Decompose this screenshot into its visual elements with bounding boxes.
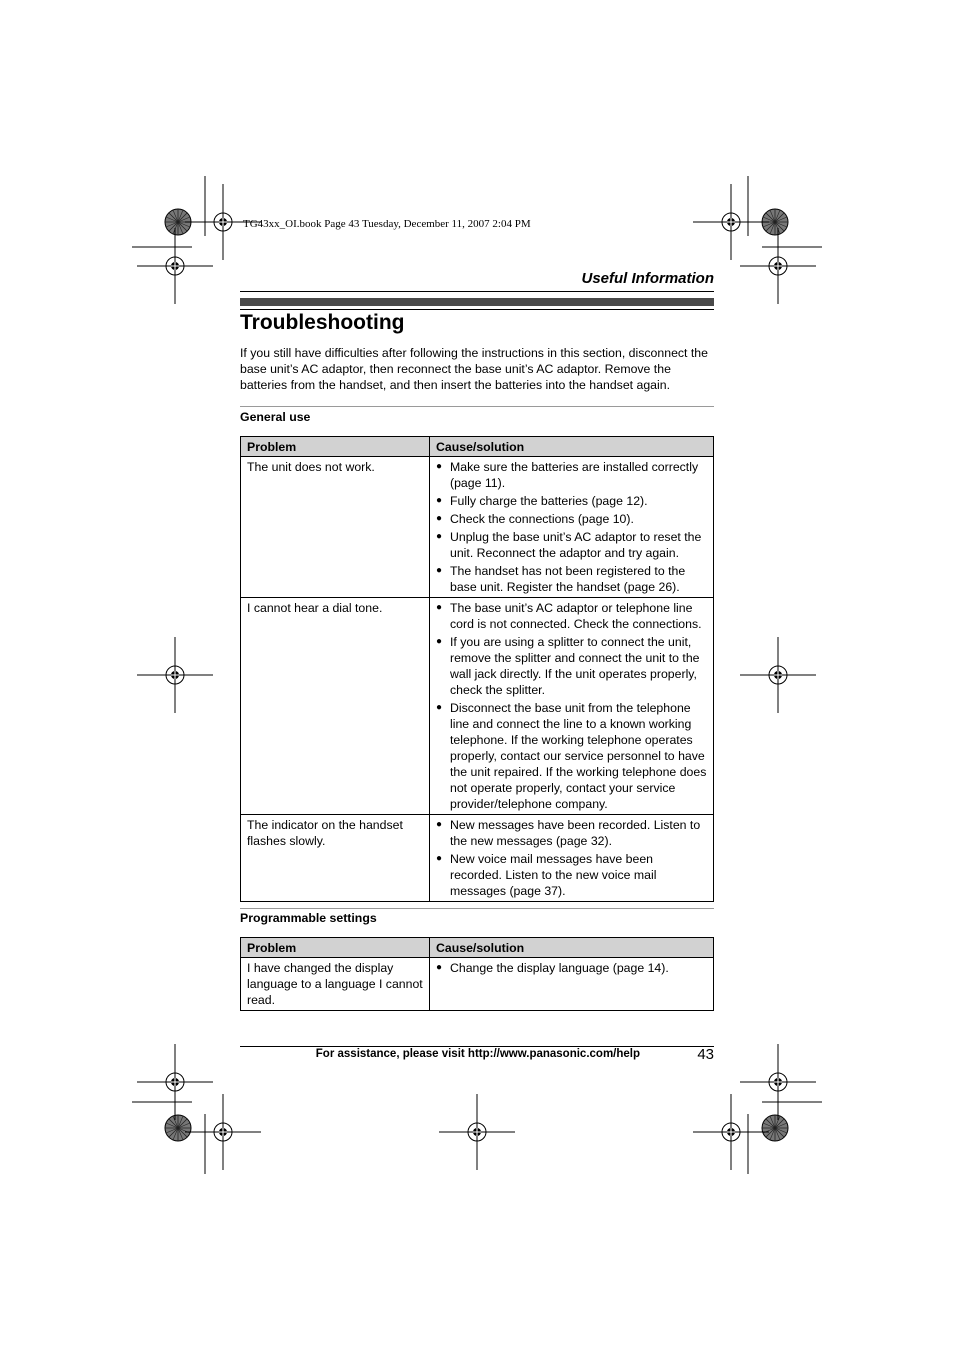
intro-paragraph: If you still have difficulties after following the instructions in this section, disconnect the base unit’s AC adaptor, then reconnect the base unit’s AC adaptor. Remove the batteries from the handset, and then insert the batteries into the handset again. — [240, 346, 708, 392]
list-item: ● Change the display language (page 14). — [436, 961, 669, 975]
page-number: 43 — [697, 1046, 714, 1063]
section-header: Useful Information — [581, 270, 714, 287]
footer-assistance-text: For assistance, please visit http://www.panasonic.com/help — [315, 1048, 640, 1060]
problem-cell: The indicator on the handset flashes slowly. — [241, 815, 430, 902]
bullet-icon: ● — [436, 702, 443, 713]
cause-cell — [430, 598, 714, 815]
problem-cell: I cannot hear a dial tone. — [241, 598, 430, 815]
list-item: ● Check the connections (page 10). — [436, 512, 634, 526]
cause-list — [436, 960, 707, 976]
bullet-icon: ● — [436, 602, 443, 613]
footer-rule — [240, 1046, 714, 1047]
table-header-row — [241, 938, 714, 958]
bullet-icon: ● — [436, 461, 443, 472]
page-title: Troubleshooting — [240, 311, 405, 334]
bullet-icon: ● — [436, 513, 443, 524]
table-row — [241, 958, 714, 1011]
column-header-problem: Problem — [241, 938, 430, 958]
table-header-row — [241, 437, 714, 457]
list-item: ● Fully charge the batteries (page 12). — [436, 494, 648, 508]
section-divider — [240, 908, 714, 909]
title-bar-underline — [240, 309, 714, 310]
list-item: ● If you are using a splitter to connect the unit, remove the splitter and connect the unit to the wall jack directly. If the unit operates properly, check the splitter. — [436, 635, 700, 697]
section-heading-general-use: General use — [240, 410, 311, 424]
bullet-icon: ● — [436, 531, 443, 542]
problem-cell: The unit does not work. — [241, 457, 430, 598]
list-item: ● The base unit’s AC adaptor or telephone line cord is not connected. Check the connections. — [436, 601, 702, 631]
section-divider — [240, 406, 714, 407]
title-bar — [240, 298, 714, 306]
troubleshooting-table-general-use — [240, 436, 714, 902]
column-header-problem: Problem — [241, 437, 430, 457]
cause-cell — [430, 815, 714, 902]
problem-cell: I have changed the display language to a language I cannot read. — [241, 958, 430, 1011]
cause-cell — [430, 457, 714, 598]
cause-list — [436, 817, 707, 899]
bullet-icon: ● — [436, 819, 443, 830]
list-item: ● New voice mail messages have been recorded. Listen to the new voice mail messages (page 37). — [436, 852, 657, 898]
list-item: ● Make sure the batteries are installed correctly (page 11). — [436, 460, 699, 490]
list-item: ● Unplug the base unit’s AC adaptor to reset the unit. Reconnect the adaptor and try again. — [436, 530, 702, 560]
cause-list — [436, 600, 707, 812]
list-item: ● Disconnect the base unit from the telephone line and connect the line to a known working telephone. If the working telephone operates properly, contact our service personnel to have the unit repaired. If the working telephone does not operate properly, contact your service provider/telephone company. — [436, 701, 707, 811]
column-header-cause: Cause/solution — [430, 938, 714, 958]
bullet-icon: ● — [436, 565, 443, 576]
table-row — [241, 457, 714, 598]
list-item: ● The handset has not been registered to the base unit. Register the handset (page 26). — [436, 564, 686, 594]
table-row — [241, 815, 714, 902]
cause-list — [436, 459, 707, 595]
column-header-cause: Cause/solution — [430, 437, 714, 457]
troubleshooting-table-programmable-settings — [240, 937, 714, 1011]
bullet-icon: ● — [436, 636, 443, 647]
cause-cell — [430, 958, 714, 1011]
header-rule — [240, 291, 714, 292]
bullet-icon: ● — [436, 962, 443, 973]
table-row — [241, 598, 714, 815]
bullet-icon: ● — [436, 495, 443, 506]
print-slug: TG43xx_OI.book Page 43 Tuesday, December 11, 2007 2:04 PM — [243, 218, 531, 230]
bullet-icon: ● — [436, 853, 443, 864]
section-heading-programmable-settings: Programmable settings — [240, 911, 377, 925]
list-item: ● New messages have been recorded. Listen to the new messages (page 32). — [436, 818, 701, 848]
